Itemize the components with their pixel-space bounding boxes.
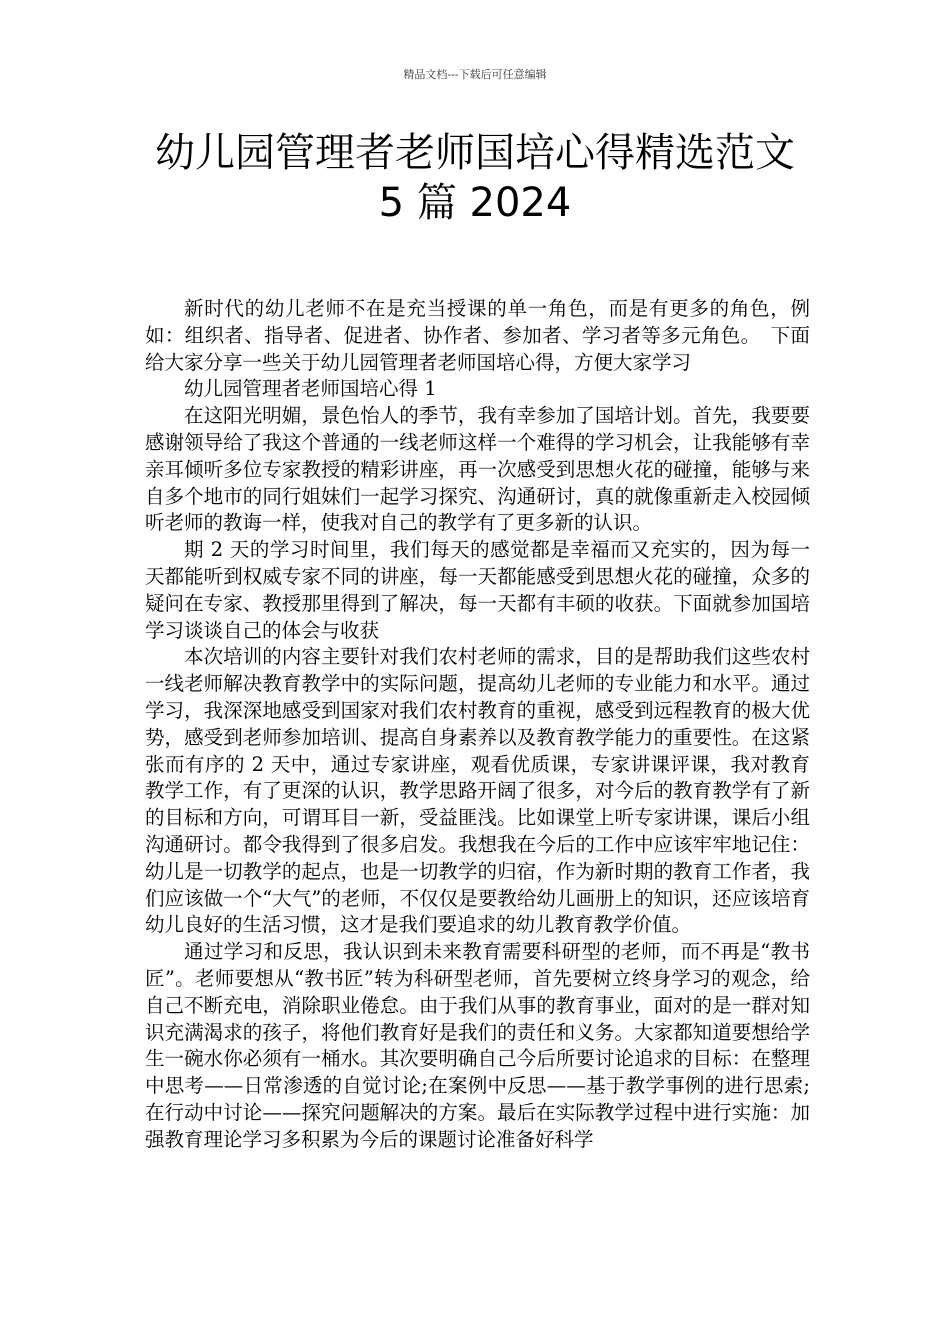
paragraph: 通过学习和反思，我认识到未来教育需要科研型的老师，而不再是“教书匠”。老师要想从“教书匠”转为科研型老师，首先要树立终身学习的观念，给自己不断充电，消除职业倦怠。由于我们从事的教育事业，面对的是一群对知识充满渴求的孩子，将他们教育好是我们的责任和义务。大家都知道要想给学生一碗水你必须有一桶水。其次要明确自己今后所要讨论追求的目标：在整理中思考——日常渗透的自觉讨论;在案例中反思——基于教学事例的进行思索;在行动中讨论——探究问题解决的方案。最后在实际教学过程中进行实施：加强教育理论学习多积累为今后的课题讨论准备好科学 (145, 940, 810, 1151)
paragraph: 在这阳光明媚，景色怡人的季节，我有幸参加了国培计划。首先，我要要感谢领导给了我这个普通的一线老师这样一个难得的学习机会，让我能够有幸亲耳倾听多位专家教授的精彩讲座，再一次感受到思想火花的碰撞，能够与来自多个地市的同行姐妹们一起学习探究、沟通研讨，真的就像重新走入校园倾听老师的教诲一样，使我对自己的教学有了更多新的认识。 (145, 404, 810, 535)
paragraph-intro: 新时代的幼儿老师不在是充当授课的单一角色，而是有更多的角色，例如：组织者、指导者、促进者、协作者、参加者、学习者等多元角色。 下面给大家分享一些关于幼儿园管理者老师国培心得，方便大家学习 (145, 297, 810, 374)
document-title: 幼儿园管理者老师国培心得精选范文 5 篇 2024 (155, 130, 795, 226)
paragraph: 本次培训的内容主要针对我们农村老师的需求，目的是帮助我们这些农村一线老师解决教育教学中的实际问题，提高幼儿老师的专业能力和水平。通过学习，我深深地感受到国家对我们农村教育的重视，感受到远程教育的极大优势，感受到老师参加培训、提高自身素养以及教育教学能力的重要性。在这紧张而有序的 2 天中，通过专家讲座，观看优质课，专家讲课评课，我对教育教学工作，有了更深的认识，教学思路开阔了很多，对今后的教育教学有了新的目标和方向，可谓耳目一新，受益匪浅。比如课堂上听专家讲课，课后小组沟通研讨。都令我得到了很多启发。我想我在今后的工作中应该牢牢地记住：幼儿是一切教学的起点，也是一切教学的归宿，作为新时期的教育工作者，我们应该做一个“大气”的老师，不仅仅是要教给幼儿画册上的知识，还应该培育幼儿良好的生活习惯，这才是我们要追求的幼儿教育教学价值。 (145, 645, 810, 937)
paragraph: 期 2 天的学习时间里，我们每天的感觉都是幸福而又充实的，因为每一天都能听到权威专家不同的讲座，每一天都能感受到思想火花的碰撞，众多的疑问在专家、教授那里得到了解决，每一天都有丰硕的收获。下面就参加国培学习谈谈自己的体会与收获 (145, 538, 810, 642)
document-body (145, 296, 810, 1154)
header-note: 精品文档---下载后可任意编辑 (403, 68, 547, 81)
section-heading: 幼儿园管理者老师国培心得 1 (184, 377, 437, 401)
